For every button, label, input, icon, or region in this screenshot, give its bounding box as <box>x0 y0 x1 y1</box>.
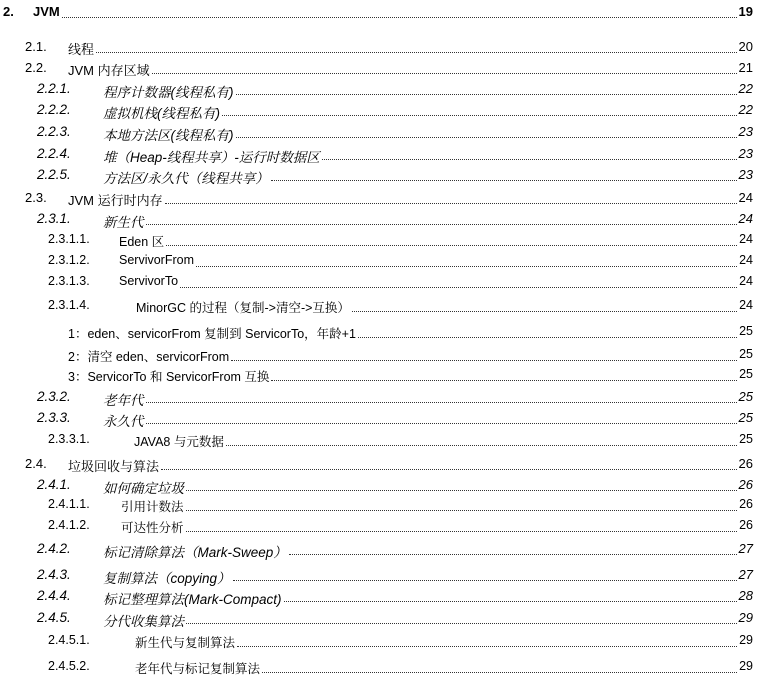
toc-entry-title: MinorGC 的过程（复制->清空->互换） <box>136 301 350 315</box>
toc-entry[interactable] <box>0 567 764 587</box>
toc-entry-number: 2.2.4. <box>37 146 71 161</box>
toc-entry[interactable] <box>0 541 764 561</box>
toc-entry-title: ServivorFrom <box>119 253 195 267</box>
toc-entry-page: 26 <box>739 497 753 511</box>
toc-entry[interactable] <box>0 633 764 653</box>
toc-dot-leader <box>236 81 737 95</box>
toc-entry-title: 线程 <box>68 42 95 57</box>
toc-entry[interactable] <box>0 610 764 630</box>
toc-entry-number: 2.3.1. <box>37 211 71 226</box>
toc-entry-page: 25 <box>739 347 753 361</box>
toc-entry-number: 2.4.5.1. <box>48 633 90 647</box>
toc-dot-leader <box>186 518 737 532</box>
toc-entry-title: 复制算法（copying） <box>103 571 231 586</box>
toc-entry[interactable] <box>0 211 764 231</box>
toc-entry[interactable] <box>0 146 764 166</box>
toc-dot-leader <box>146 389 737 403</box>
toc-dot-leader <box>231 347 737 361</box>
toc-entry[interactable] <box>0 477 764 497</box>
toc-entry-number: 2.4.1. <box>37 477 71 492</box>
toc-entry-page: 28 <box>738 588 753 603</box>
toc-entry-page: 24 <box>739 298 753 312</box>
toc-entry-title: 程序计数器(线程私有) <box>103 85 234 100</box>
toc-entry-title: 新生代 <box>103 215 144 230</box>
toc-entry-page: 24 <box>739 253 753 267</box>
toc-entry-page: 23 <box>738 167 753 182</box>
toc-entry-number: 2.4.3. <box>37 567 71 582</box>
toc-entry-page: 22 <box>738 81 753 96</box>
toc-entry[interactable] <box>0 274 764 294</box>
toc-entry[interactable] <box>0 232 764 252</box>
toc-dot-leader <box>152 60 737 74</box>
toc-entry-page: 27 <box>738 541 753 556</box>
toc-dot-leader <box>289 541 737 555</box>
toc-entry[interactable] <box>0 4 764 24</box>
toc-entry-number: 2.3. <box>25 190 47 205</box>
toc-dot-leader <box>166 232 737 246</box>
toc-entry-title: 堆（Heap-线程共享）-运行时数据区 <box>103 150 320 165</box>
toc-dot-leader <box>180 274 737 288</box>
toc-entry-number: 2.4.5.2. <box>48 659 90 673</box>
toc-entry-title: 虚拟机栈(线程私有) <box>103 106 220 121</box>
toc-entry-page: 27 <box>738 567 753 582</box>
toc-dot-leader <box>262 659 737 673</box>
toc-entry-title: Eden 区 <box>119 235 165 249</box>
toc-entry[interactable] <box>0 124 764 144</box>
toc-dot-leader <box>284 588 737 602</box>
toc-entry[interactable] <box>0 367 764 387</box>
toc-entry[interactable] <box>0 253 764 273</box>
toc-entry-title: 分代收集算法 <box>103 614 184 629</box>
toc-entry[interactable] <box>0 497 764 517</box>
toc-dot-leader <box>358 324 737 338</box>
toc-dot-leader <box>186 497 737 511</box>
toc-entry-title: 标记整理算法(Mark-Compact) <box>103 592 282 607</box>
toc-entry-page: 26 <box>739 518 753 532</box>
toc-entry-page: 26 <box>738 477 753 492</box>
toc-entry-title: 引用计数法 <box>121 500 184 514</box>
toc-dot-leader <box>237 633 737 647</box>
toc-entry[interactable] <box>0 298 764 318</box>
toc-entry-number: 2.4.1.2. <box>48 518 90 532</box>
toc-entry-title: JVM 运行时内存 <box>68 193 163 208</box>
toc-dot-leader <box>146 410 737 424</box>
toc-entry-page: 25 <box>738 410 753 425</box>
toc-entry-title: 老年代与标记复制算法 <box>135 662 261 676</box>
toc-entry-number: 2. <box>3 4 14 19</box>
toc-entry[interactable] <box>0 588 764 608</box>
toc-entry-number: 2.2.3. <box>37 124 71 139</box>
toc-entry-number: 2.4.5. <box>37 610 71 625</box>
toc-entry-number: 2.2.1. <box>37 81 71 96</box>
toc-entry-number: 2.3.3. <box>37 410 71 425</box>
toc-dot-leader <box>146 211 737 225</box>
toc-entry-number: 2.2.2. <box>37 102 71 117</box>
toc-entry-page: 25 <box>739 324 753 338</box>
toc-entry-number: 2.3.3.1. <box>48 432 90 446</box>
toc-dot-leader <box>161 456 737 470</box>
toc-entry[interactable] <box>0 410 764 430</box>
toc-entry-number: 2.2. <box>25 60 47 75</box>
toc-dot-leader <box>236 124 737 138</box>
toc-entry[interactable] <box>0 324 764 344</box>
toc-dot-leader <box>165 190 737 204</box>
toc-entry-page: 24 <box>738 211 753 226</box>
toc-entry-number: 2.3.1.1. <box>48 232 90 246</box>
toc-entry-title: 如何确定垃圾 <box>103 481 184 496</box>
toc-dot-leader <box>322 146 737 160</box>
toc-entry-title: 垃圾回收与算法 <box>68 459 160 474</box>
toc-dot-leader <box>186 610 737 624</box>
toc-entry-title: 永久代 <box>103 414 144 429</box>
toc-entry-number: 2.3.1.3. <box>48 274 90 288</box>
toc-entry-title: JAVA8 与元数据 <box>134 435 224 449</box>
toc-dot-leader <box>352 298 737 312</box>
toc-entry-title: 标记清除算法（Mark-Sweep） <box>103 545 287 560</box>
toc-entry[interactable] <box>0 102 764 122</box>
toc-entry[interactable] <box>0 81 764 101</box>
toc-entry[interactable] <box>0 60 764 80</box>
toc-dot-leader <box>226 432 737 446</box>
toc-entry-page: 21 <box>738 60 753 75</box>
toc-entry-page: 29 <box>738 610 753 625</box>
toc-entry-title: ServivorTo <box>119 274 179 288</box>
toc-entry-number: 2.3.1.4. <box>48 298 90 312</box>
toc-entry-page: 25 <box>739 432 753 446</box>
toc-dot-leader <box>222 102 737 116</box>
toc-entry[interactable] <box>0 389 764 409</box>
toc-dot-leader <box>233 567 737 581</box>
toc-entry-title: 老年代 <box>103 393 144 408</box>
toc-entry-title: 本地方法区(线程私有) <box>103 128 234 143</box>
toc-entry-number: 2.2.5. <box>37 167 71 182</box>
toc-entry[interactable] <box>0 39 764 59</box>
toc-entry-number: 2.4.2. <box>37 541 71 556</box>
toc-entry-page: 24 <box>738 190 753 205</box>
toc-dot-leader <box>271 367 737 381</box>
toc-entry-number: 2.4. <box>25 456 47 471</box>
toc-entry-page: 24 <box>739 232 753 246</box>
toc-dot-leader <box>186 477 737 491</box>
toc-entry-page: 25 <box>739 367 753 381</box>
toc-entry-page: 23 <box>738 146 753 161</box>
toc-entry-title: JVM 内存区域 <box>68 63 150 78</box>
toc-entry-number: 2.1. <box>25 39 47 54</box>
toc-entry-title: 新生代与复制算法 <box>135 636 236 650</box>
toc-entry-number: 2.4.4. <box>37 588 71 603</box>
toc-dot-leader <box>62 4 737 18</box>
toc-entry[interactable] <box>0 167 764 187</box>
toc-entry[interactable] <box>0 432 764 452</box>
toc-entry[interactable] <box>0 347 764 367</box>
toc-entry-page: 22 <box>738 102 753 117</box>
toc-entry-page: 20 <box>738 39 753 54</box>
toc-entry-title: 1：eden、servicorFrom 复制到 ServicorTo，年龄+1 <box>68 327 356 341</box>
toc-entry[interactable] <box>0 518 764 538</box>
toc-entry-title: 2：清空 eden、servicorFrom <box>68 350 230 364</box>
toc-entry-page: 25 <box>738 389 753 404</box>
toc-entry-page: 26 <box>738 456 753 471</box>
toc-dot-leader <box>271 167 737 181</box>
toc-entry-title: 方法区/永久代（线程共享） <box>103 171 269 186</box>
toc-entry-number: 2.3.2. <box>37 389 71 404</box>
toc-entry-page: 19 <box>738 4 753 19</box>
toc-entry-title: 3：ServicorTo 和 ServicorFrom 互换 <box>68 370 270 384</box>
toc-entry-page: 23 <box>738 124 753 139</box>
toc-dot-leader <box>196 253 737 267</box>
toc-entry-page: 24 <box>739 274 753 288</box>
toc-entry-page: 29 <box>739 633 753 647</box>
toc-entry-title: JVM <box>33 4 60 19</box>
toc-entry[interactable] <box>0 456 764 476</box>
toc-entry-number: 2.4.1.1. <box>48 497 90 511</box>
toc-entry-page: 29 <box>739 659 753 673</box>
toc-entry[interactable] <box>0 659 764 679</box>
toc-entry-number: 2.3.1.2. <box>48 253 90 267</box>
toc-entry[interactable] <box>0 190 764 210</box>
toc-entry-title: 可达性分析 <box>121 521 184 535</box>
toc-dot-leader <box>96 39 737 53</box>
